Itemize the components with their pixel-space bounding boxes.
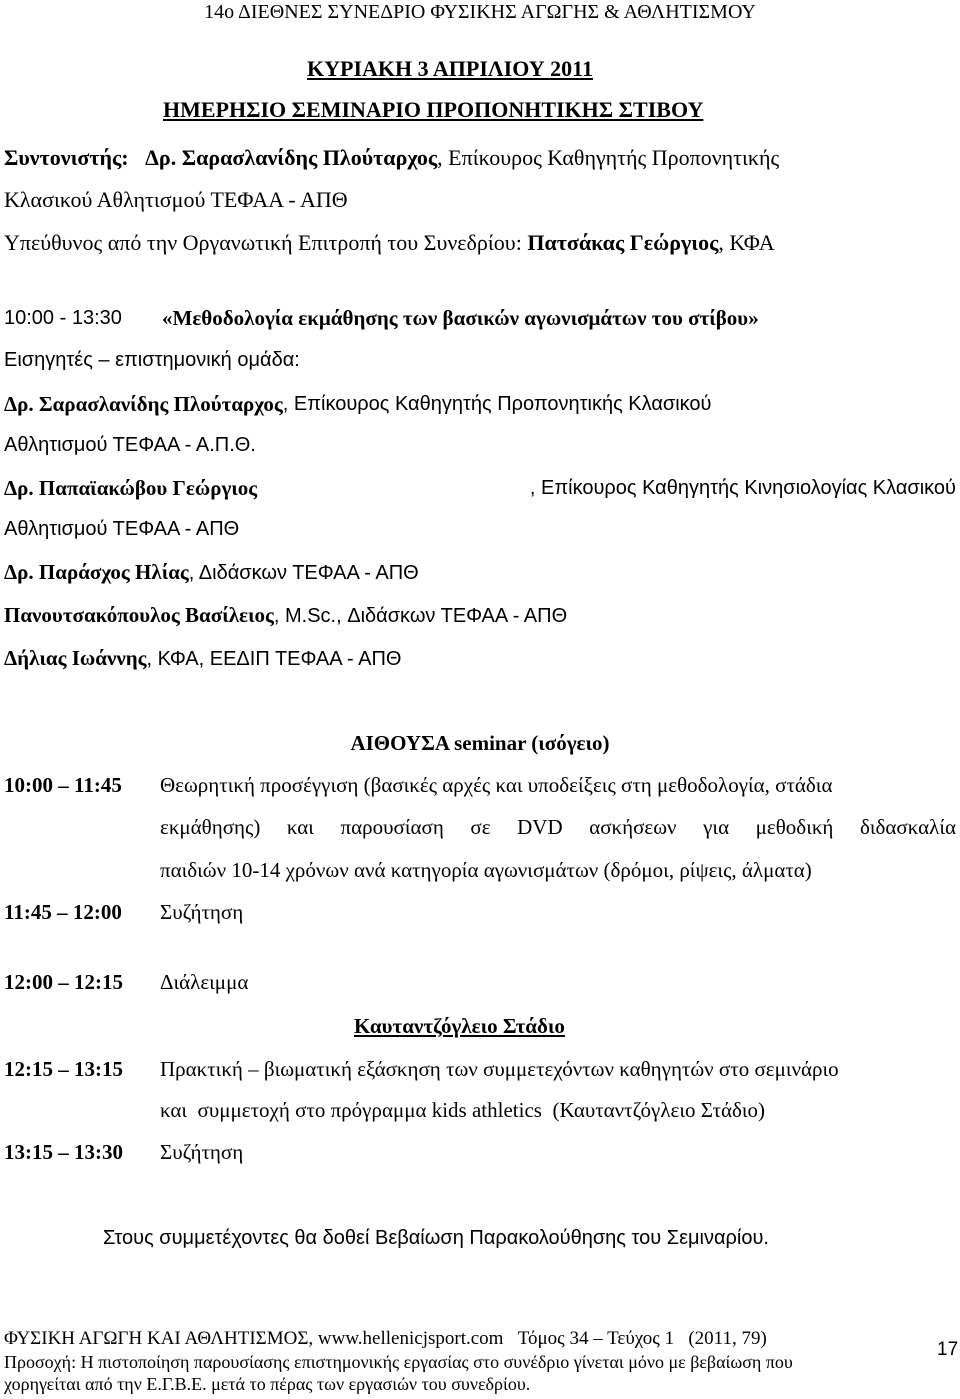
slot-5-text: Συζήτηση: [160, 1140, 244, 1164]
slot-1-time: 10:00 – 11:45: [4, 773, 122, 797]
slot-2-time: 11:45 – 12:00: [4, 900, 122, 924]
footer-journal: [4, 1328, 767, 1350]
certificate-note: Στους συμμετέχοντες θα δοθεί Βεβαίωση Παρακολούθησης του Σεμιναρίου.: [103, 1227, 769, 1249]
slot-1-line-3: παιδιών 10-14 χρόνων ανά κατηγορία αγωνισμάτων (δρόμοι, ρίψεις, άλματα): [160, 858, 812, 882]
speaker-4-name: Πανουτσακόπουλος Βασίλειος: [4, 603, 274, 627]
slot-5-time: 13:15 – 13:30: [4, 1140, 123, 1164]
speaker-1: [4, 392, 956, 416]
speaker-2-role: , Επίκουρος Καθηγητής Κινησιολογίας Κλασικού: [529, 477, 956, 499]
coordinator-name: Δρ. Σαρασλανίδης Πλούταρχος: [145, 145, 438, 170]
slot-1-line-2: εκμάθησης) και παρουσίαση σε DVD ασκήσεων για μεθοδική διδασκαλία: [160, 815, 956, 839]
speaker-4-role: , M.Sc., Διδάσκων ΤΕΦΑΑ - ΑΠΘ: [273, 605, 568, 627]
slot-1-line-1: Θεωρητική προσέγγιση (βασικές αρχές και υποδείξεις στη μεθοδολογία, στάδια: [160, 773, 833, 797]
organizer-line: [4, 230, 775, 256]
room-seminar: ΑΙΘΟΥΣΑ seminar (ισόγειο): [350, 731, 610, 755]
footer-issue: Τόμος 34 – Τεύχος 1 (2011, 79): [517, 1328, 767, 1349]
footer-note-line-1: Προσοχή: Η πιστοποίηση παρουσίασης επιστημονικής εργασίας στο συνέδριο γίνεται μόνο με βεβαίωση που: [4, 1352, 793, 1372]
speaker-2-name: Δρ. Παπαϊακώβου Γεώργιος: [4, 476, 258, 500]
slot-4-line-1: Πρακτική – βιωματική εξάσκηση των συμμετεχόντων καθηγητών στο σεμινάριο: [160, 1057, 839, 1081]
organizer-label: Υπεύθυνος από την Οργανωτική Επιτροπή του Συνεδρίου:: [4, 230, 528, 255]
speaker-1-name: Δρ. Σαρασλανίδης Πλούταρχος: [4, 392, 283, 416]
room-stadium: Καυταντζόγλειο Στάδιο: [354, 1014, 565, 1038]
slot-2-text: Συζήτηση: [160, 900, 244, 924]
running-header: 14ο ΔΙΕΘΝΕΣ ΣΥΝΕΔΡΙΟ ΦΥΣΙΚΗΣ ΑΓΩΓΗΣ & ΑΘΛΗΤΙΣΜΟΥ: [204, 1, 756, 23]
coordinator-line: [4, 145, 954, 171]
coordinator-label: Συντονιστής:: [4, 145, 129, 170]
day-date: ΚΥΡΙΑΚΗ 3 ΑΠΡΙΛΙΟΥ 2011: [307, 56, 593, 81]
speaker-5: [4, 646, 402, 671]
speaker-2: [4, 476, 956, 500]
organizer-role: , ΚΦΑ: [718, 230, 775, 255]
speaker-3-name: Δρ. Παράσχος Ηλίας: [4, 560, 189, 584]
session-title: «Μεθοδολογία εκμάθησης των βασικών αγωνισμάτων του στίβου»: [162, 306, 759, 330]
speaker-1-role: , Επίκουρος Καθηγητής Προπονητικής Κλασικού: [282, 393, 712, 415]
coordinator-role-cont: Κλασικού Αθλητισμού ΤΕΦΑΑ - ΑΠΘ: [4, 187, 348, 212]
speaker-5-role: , ΚΦΑ, ΕΕΔΙΠ ΤΕΦΑΑ - ΑΠΘ: [146, 648, 402, 670]
speaker-1-role-cont: Αθλητισμού ΤΕΦΑΑ - Α.Π.Θ.: [4, 434, 256, 456]
footer-note-line-2: χορηγείται από την Ε.Γ.Β.Ε. μετά το πέρας των εργασιών του συνεδρίου.: [4, 1374, 531, 1394]
organizer-name: Πατσάκας Γεώργιος: [527, 230, 719, 255]
seminar-title: ΗΜΕΡΗΣΙΟ ΣΕΜΙΝΑΡΙΟ ΠΡΟΠΟΝΗΤΙΚΗΣ ΣΤΙΒΟΥ: [163, 97, 704, 122]
speaker-3-role: , Διδάσκων ΤΕΦΑΑ - ΑΠΘ: [188, 562, 419, 584]
slot-3-text: Διάλειμμα: [160, 970, 249, 994]
speakers-label: Εισηγητές – επιστημονική ομάδα:: [4, 349, 300, 371]
slot-4-line-2: και συμμετοχή στο πρόγραμμα kids athletics (Καυταντζόγλειο Στάδιο): [160, 1098, 766, 1122]
slot-3-time: 12:00 – 12:15: [4, 970, 123, 994]
speaker-5-name: Δήλιας Ιωάννης: [4, 646, 147, 670]
coordinator-role: , Επίκουρος Καθηγητής Προπονητικής: [437, 145, 780, 170]
slot-4-time: 12:15 – 13:15: [4, 1057, 123, 1081]
page-number: 17: [937, 1339, 959, 1360]
footer-journal-name: ΦΥΣΙΚΗ ΑΓΩΓΗ ΚΑΙ ΑΘΛΗΤΙΣΜΟΣ, www.hellenicjsport.com: [4, 1328, 504, 1349]
speaker-3: [4, 560, 419, 585]
speaker-2-role-cont: Αθλητισμού ΤΕΦΑΑ - ΑΠΘ: [4, 518, 240, 540]
speaker-4: [4, 603, 567, 628]
session-time: 10:00 - 13:30: [4, 307, 122, 329]
